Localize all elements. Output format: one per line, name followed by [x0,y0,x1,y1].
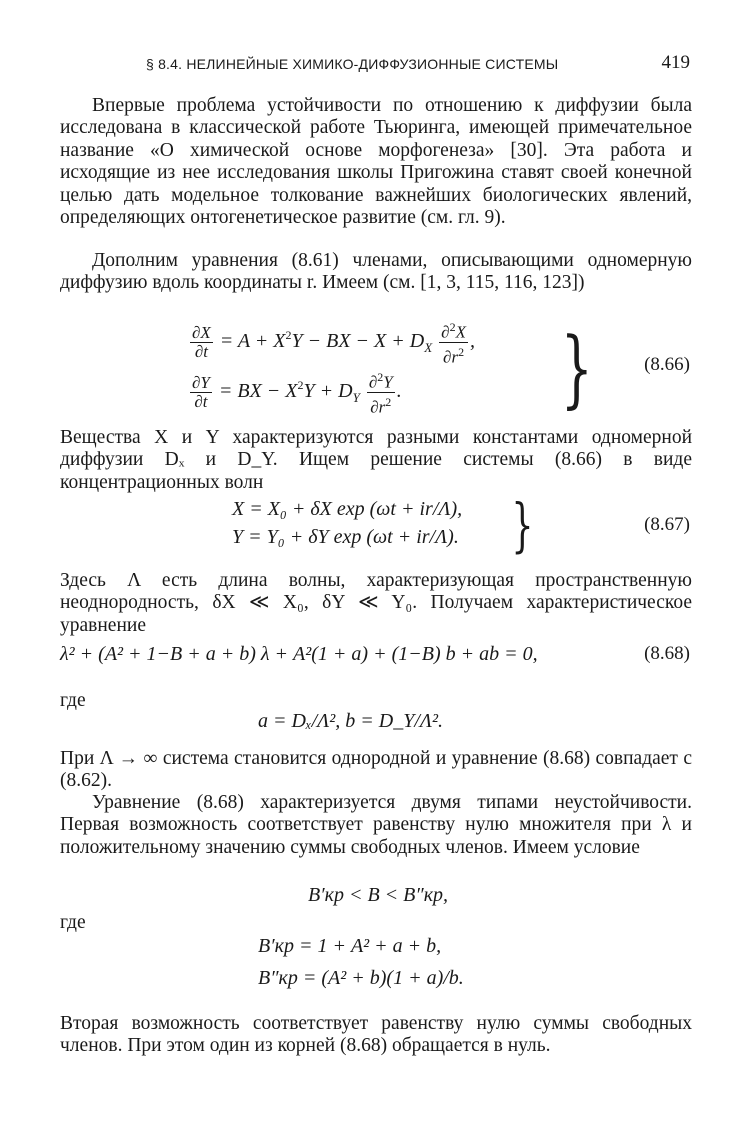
equation-ab-text: a = Dₓ/Λ², b = D_Y/Λ². [258,710,443,732]
page-header [60,52,692,76]
page-number: 419 [661,52,690,73]
paragraph-6 [60,792,692,859]
paragraph-1-text: Впервые проблема устойчивости по отношению к диффузии была исследована в классической работе Тьюринга, имеющей примечательное название «О химической основе морфогенеза» [30]. Эта работа и исходящие из нее исследования школы Пригожина ставят своей конечной целью дать модельное толкование важнейших биологических явлений, определяющих онтогенетическое развитие (см. гл. 9). [60,95,692,229]
equation-8-67-brace: } [511,491,534,559]
paragraph-3 [60,427,692,494]
equation-8-67-line-1: X = X₀ + δX exp (ωt + ir/Λ), [232,498,463,520]
paragraph-7-text: Вторая возможность соответствует равенству нулю суммы свободных членов. При этом один из корней (8.68) обращается в нуль. [60,1013,692,1057]
equation-bcr [60,935,692,995]
equation-8-66-line-1: $\frac{\partial X}{\partial t}$ = $A + X^2Y$ − BX − $X + D_X$ $\frac{\partial^2X}{\partial r^2}$ , [192,320,475,367]
equation-ab-definition [60,710,692,736]
paragraph-2 [60,250,692,295]
equation-8-66-number: (8.66) [644,354,690,375]
equation-8-68-text: λ² + (A² + 1−B + a + b) λ + A²(1 + a) + (1−B) b + ab = 0, [60,643,538,665]
equation-condition [60,884,692,910]
equation-condition-text: B′кр < B < B″кр, [308,884,449,906]
where-2-text: где [60,912,86,933]
where-2 [60,912,692,934]
equation-8-68-number: (8.68) [644,643,690,664]
equation-8-66 [60,318,692,418]
paragraph-7 [60,1013,692,1058]
paragraph-3-text: Вещества X и Y характеризуются разными константами одномерной диффузии Dₓ и D_Y. Ищем решение системы (8.66) в виде концентрационных волн [60,427,692,493]
paragraph-4-text: Здесь Λ есть длина волны, характеризующая пространственную неоднородность, δX ≪ X₀, δY ≪ Y₀. Получаем характеристическое уравнение [60,570,692,636]
paragraph-5 [60,748,692,793]
equation-8-67-number: (8.67) [644,514,690,535]
paragraph-5-text: При Λ → ∞ система становится однородной и уравнение (8.68) совпадает с (8.62). [60,748,692,792]
equation-8-66-line-2: $\frac{\partial Y}{\partial t}$ = BX − $X^2Y + D_Y$ $\frac{\partial^2Y}{\partial r^2}$ . [192,370,402,417]
equation-bcr-2: B″кр = (A² + b)(1 + a)/b. [258,967,464,989]
equation-8-68 [60,643,692,671]
where-1-text: где [60,690,86,711]
equation-8-66-brace: } [560,319,593,417]
equation-bcr-1: B′кр = 1 + A² + a + b, [258,935,442,957]
paragraph-4 [60,570,692,637]
paragraph-6-text: Уравнение (8.68) характеризуется двумя типами неустойчивости. Первая возможность соответствует равенству нулю множителя при λ и положительному значению суммы свободных членов. Имеем условие [60,792,692,858]
equation-8-67 [60,491,692,559]
paragraph-2-text: Дополним уравнения (8.61) членами, описывающими одномерную диффузию вдоль координаты r. Имеем (см. [1, 3, 115, 116, 123]) [60,250,692,294]
running-title: § 8.4. НЕЛИНЕЙНЫЕ ХИМИКО-ДИФФУЗИОННЫЕ СИСТЕМЫ [146,56,559,72]
equation-8-67-line-2: Y = Y₀ + δY exp (ωt + ir/Λ). [232,526,459,548]
paragraph-1 [60,95,692,229]
